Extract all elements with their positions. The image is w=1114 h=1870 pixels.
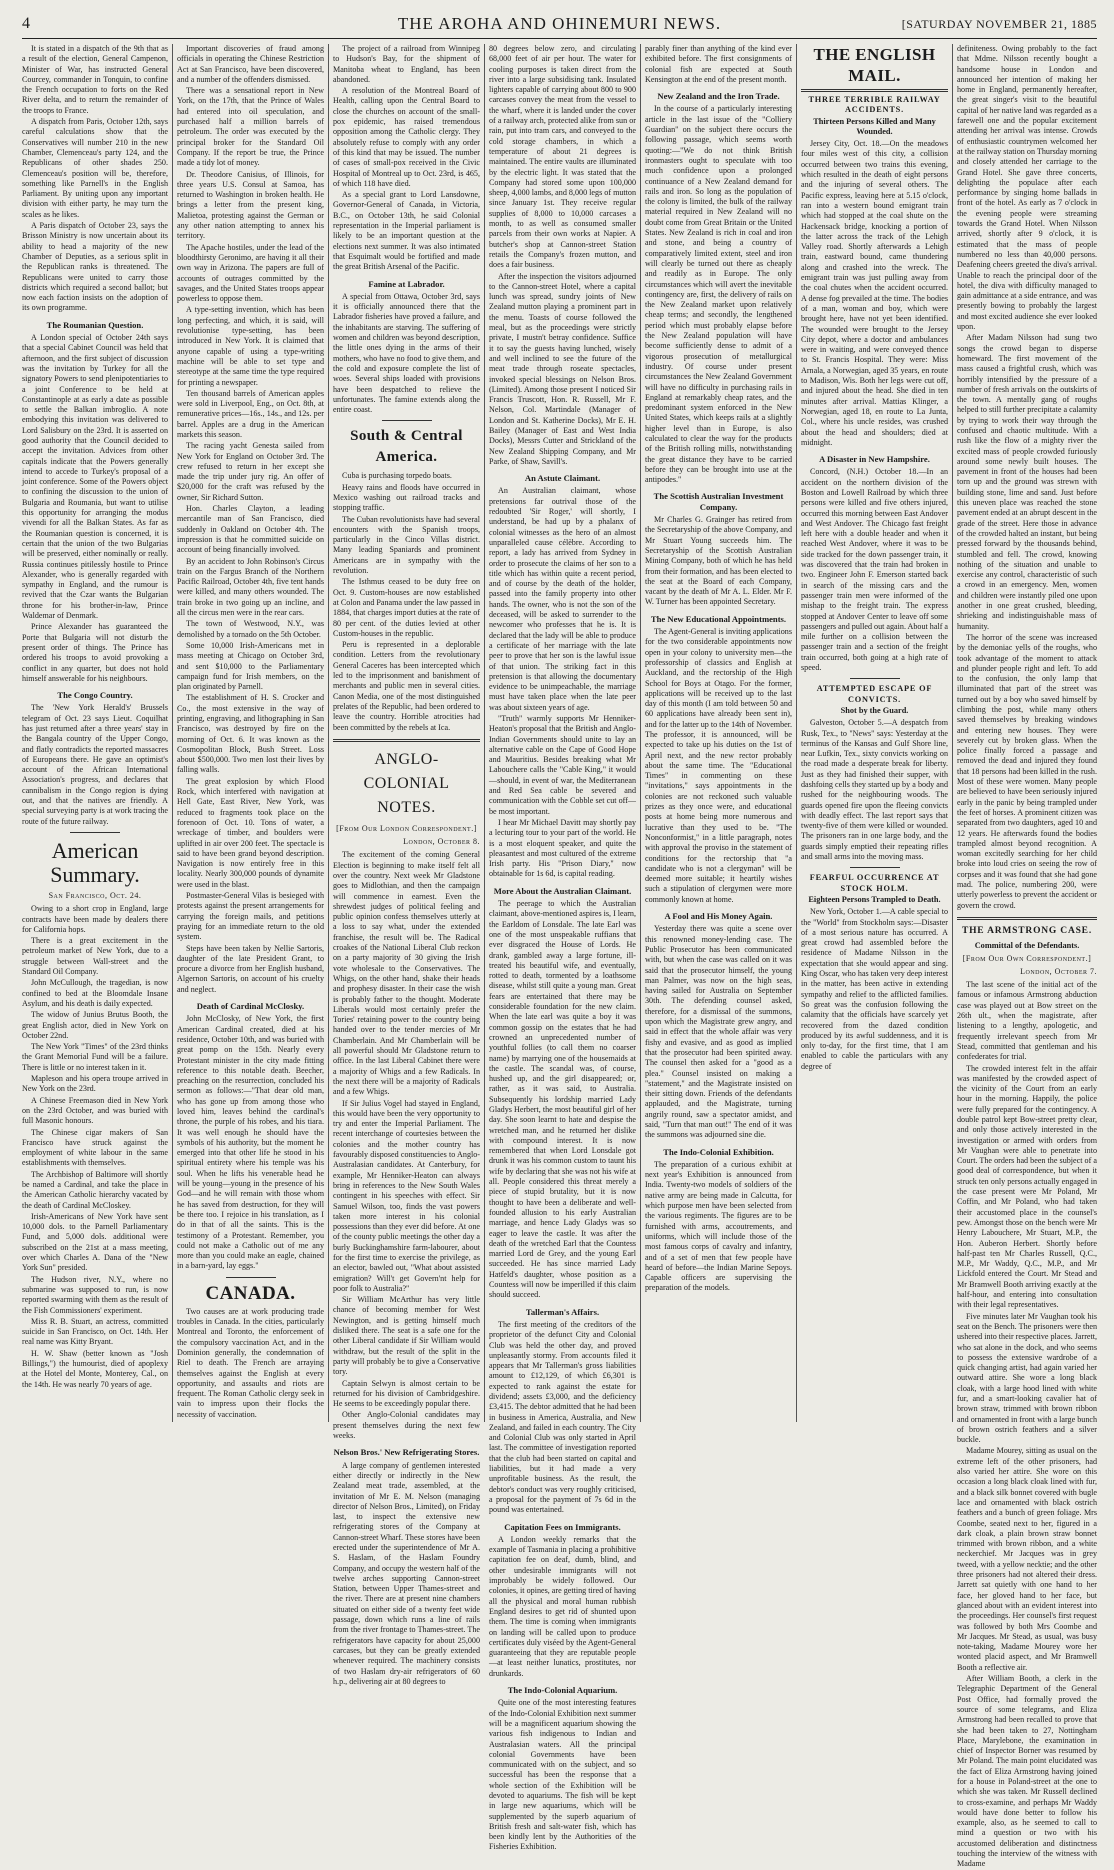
- paragraph: The preparation of a curious exhibit at next year's Exhibition is announced from India. Twenty-two models of soldiers of the native army are being made in Calcutta, for which purpose men have been selected from the various regiments. The figures are to be furnished with arms, accoutrements, and uniforms, which will include those of the most famous corps of cavalry and infantry, and of a set of men that few people have heard of before—the Indian Marine Sepoys. Capable officers are supervising the preparation of the models.: [645, 1159, 792, 1293]
- paragraph: The 'New York Herald's' Brussels telegram of Oct. 23 says Lieut. Coquilhat has just returned after a three years' stay in the Bangala country of the Upper Congo, and flatly contradicts the reported massacres of Europeans there. He gave an optimist's account of the African International Association's progress, and declares that cannibalism in the Congo region is dying out, and that the natives are friendly. A special surveying party is at work tracing the route of the future railway.: [22, 703, 168, 826]
- paragraph: Sir William McArthur has very little chance of becoming member for West Newington, and is getting himself much disliked there. The seat is a safe one for the other Liberal candidate if Sir William would withdraw, but the result of the split in the party will probably be to give a Conservative tory.: [333, 1295, 480, 1377]
- paragraph: The excitement of the coming General Election is beginning to make itself felt all over the country. Next week Mr Gladstone goes to Midlothian, and then the campaign will commence in earnest. Even the shrewdest judges of political feeling and public opinion confess themselves utterly at a loss to say what, under the extended franchise, the result will be. The Radical croakes of the National Liberal Club reckon on a party majority of 30 giving the Irish vote wholesale to the Conservatives. The Whigs, on the other hand, shake their heads and prophesy disaster. In their case the wish is probably father to the thought. Moderate Liberals would most certainly prefer the Tories' retaining power to the country being handed over to the tender mercies of Mr Chamberlain. And Mr Chamberlain will be all powerful should Mr Gladstone return to office. In the last Liberal Cabinet there were a majority of Whigs and a few Radicals. In the next there will be a majority of Radicals and a few Whigs.: [333, 850, 480, 1097]
- paragraph: Some 10,000 Irish-Americans met in mass meeting at Chicago on October 3rd, and sent $10,000 to the Parliamentary campaign fund for Irish members, on the plan originated by Parnell.: [177, 640, 324, 692]
- paragraph: The town of Westwood, N.Y., was demolished by a tornado on the 5th October.: [177, 619, 324, 639]
- subheading: Eighteen Persons Trampled to Death.: [808, 894, 941, 904]
- paragraph: I hear Mr Michael Davitt may shortly pay a lecturing tour to your part of the world. He is a most eloquent speaker, and quite the pleasantest and most cultured of the extreme Irish party. His "Prison Diary," now obtainable for 1s 6d, is capital reading.: [489, 817, 636, 879]
- paragraph: A resolution of the Montreal Board of Health, calling upon the Central Board to close the churches on account of the small-pox epidemic, has raised tremendous opposition among the Catholic clergy. They absolutely refuse to comply with any order of this kind that may be issued. The number of cases of small-pox received in the Civic Hospital of Montreal up to Oct. 23rd, is 465, of which 118 have died.: [333, 86, 480, 188]
- paragraph: Concord, (N.H.) October 18.—In an accident on the northern division of the Boston and Lowell Railroad by which three persons were killed and five others injured, occurred this morning between East Andover and West Andover. The Chicago fast freight left here with a double header and when it reached West Andover, where it was to be side tracked for the down passenger train, it was discovered that the train had broken in two. Engineer John F. Emerson started back in search of the missing cars and the passenger train men were informed of the mishap to the freight train. The express stopped at Andover Center to leave off some passengers and pulled out again. About half a mile further on a collision between the passenger train and a section of the freight train occurred, both going at a high rate of speed.: [801, 467, 948, 673]
- section-heading: THREE TERRIBLE RAILWAY ACCIDENTS.: [808, 95, 941, 115]
- divider: [801, 89, 948, 92]
- section-heading: ATTEMPTED ESCAPE OF CONVICTS.: [816, 684, 933, 704]
- paragraph: The peerage to which the Australian claimant, above-mentioned aspires is, I learn, the Earldom of Lonsdale. The late Earl was one of the most unspeakable ruffians that ever disgraced the House of Lords. He drank, gambled away a large fortune, ill-treated his beautiful wife, and eventually, rotted to death, tormented by a loathsome disease, whilst still quite a young man. Great fears are entertained that there may be considerable foundation for the new claim. When the late earl was quite a boy it was common gossip on the estates that he had crowned an unprecedented number of youthful follies (to call them no coarser name) by marrying one of the housemaids at the castle. The scandal was, of course, hushed up, and the girl disappeared; or, rather, as it was said, to Australia. Subsequently his lordship married Lady Gladys Herbert, the most beautiful girl of her day. She soon learnt to hate and despise the wretched man, and he returned her dislike with compound interest. It is now remembered that when Lord Lonsdale got drunk it was his common custom to taunt his wife by declaring that she was not his wife at all. People considered this threat merely a piece of stupid brutality, but it is now thought to have been a deliberate and well-founded allusion to his early Australian marriage, and hence Lady Gladys was so eager to leave the castle. It was after the death of the wretched Earl that the Countess married Lord de Grey, and the young Earl succeeded. He has since married Lady Hatfeld's daughter, whose position as a Countess will now be imperilled if this claim should succeed.: [489, 899, 636, 1300]
- dateline: London, October 7.: [1020, 966, 1097, 976]
- column-rule: [328, 44, 329, 1422]
- paragraph: After the inspection the visitors adjourned to the Cannon-street Hotel, where a capital lunch was spread, sundry joints of New Zealand mutton playing a prominent part in the menu. Toasts of course followed the meal, but as the proceedings were strictly private, I mustn't betray confidence. Suffice it to say the guests having lunched, wisely and well inclined to see the future of the meat trade through roseate spectacles, invoked special blessings on Nelson Bros. (Limited). Among those present I noticed Sir Francis Truscott, Hon. R. Russell, Mr F. Nelson, Col. Martindale (Manager of London and St. Katherine Docks), Mr E. H. Bailey (Manager of East and West India Docks), Messrs Cutter and Strickland of the New Zealand Shipping Company, and Mr Parke, of Shaw, Savill's.: [489, 271, 636, 466]
- paragraph: A Paris dispatch of October 23, says the Brisson Ministry is now uncertain about its ability to head a majority of the new Chamber of Deputies, as a serious split in the Republican ranks is threatened. The Republicans were united to carry those districts which required a second ballot; but now each faction insists on the adoption of its own programme.: [22, 221, 168, 313]
- paragraph: The first meeting of the creditors of the proprietor of the defunct City and Colonial Club was held the other day, and proved unpleasantly stormy. From accounts filed it appears that Mr Tallerman's gross liabilities amount to £12,129, of which £6,301 is expected to rank against the estate for dividend; assets £3,000, and the deficiency £3,415. The debtor admitted that he had been in business in America, Australia, and New Zealand, and failed in each country. The City and Colonial Club was only started in April last. The committee of investigation reported that the club had been started on capital and liabilities, but it had made a very unprofitable business. As the result, the debtor's conduct was very roughly criticised, a proposal for the payment of 7s 6d in the pound was entertained.: [489, 1319, 636, 1515]
- paragraph: After William Booth, a clerk in the Telegraphic Department of the General Post Office, had formally proved the source of some telegrams, and Eliza Armstrong had been recalled to prove that she had been taken to 27, Nottingham Place, Marylebone, the examination in chief of Inspector Borner was resumed by Mr Poland. The main point elucidated was the fact of Eliza Armstrong having joined for a house in Poland-street at the one to which she was taken. Mr Russell declined to cross-examine, and perhaps Mr Waddy would have done better to follow his example, also, as he seemed to call to mind a question or two with his accustomed deliberation and distinctness touching the interview of the witness with Madame: [957, 1674, 1097, 1869]
- paragraph: The last scene of the initial act of the famous or infamous Armstrong abduction case was played out at Bow street on the 26th ult., when the magistrate, after listening to a lengthy, apologetic, and frequently irrelevant speech from Mr Stead, committed that gentleman and his confederates for trial.: [957, 980, 1097, 1062]
- paragraph: Prince Alexander has guaranteed the Porte that Bulgaria will not disturb the present order of things. The Prince has ordered his troops to avoid provoking a conflict in any quarter, but does not hold himself answerable for his neighbours.: [22, 622, 168, 683]
- paragraph: The Cuban revolutionists have had several encounters with the Spanish troops, particularly in the Cinco Villas district. Many leading Spaniards and prominent Americans are in sympathy with the revolution.: [333, 514, 480, 576]
- paragraph: The Isthmus ceased to be duty free on Oct. 9. Custom-houses are now established at Colon and Panama under the law passed in 1884, that charges import duties at the rate of 80 per cent. of the duties levied at other Custom-houses in the republic.: [333, 577, 480, 638]
- section-heading: The New Educational Appointments.: [650, 613, 787, 624]
- column-rule: [484, 44, 485, 1422]
- paragraph: A London weekly remarks that the example of Tasmania in placing a prohibitive capitation fee on deaf, dumb, blind, and other undesirable immigrants will not improbably be widely followed. Our colonies, it opines, are getting tired of having all the physical and moral human rubbish England desires to get rid of shunted upon them. The time is coming when immigrants on landing will be called upon to produce certificates duly viséed by the Agent-General guaranteeing that they are reputable people—at least neither lunatics, prostitutes, nor drunkards.: [489, 1534, 636, 1678]
- paragraph: There was a sensational report in New York, on the 17th, that the Prince of Wales had entered into oil speculation, and purchased half a million barrels of petroleum. The order was executed by the principal broker for the Standard Oil Company. If the report be true, the Prince made a tidy lot of money.: [177, 86, 324, 168]
- column-3: [333, 44, 480, 1686]
- divider: [70, 832, 120, 833]
- divider: [957, 917, 1097, 920]
- paragraph: Heavy rains and floods have occurred in Mexico washing out railroad tracks and stopping traffic.: [333, 482, 480, 513]
- section-heading: A Disaster in New Hampshire.: [819, 454, 930, 465]
- major-heading: American Summary.: [50, 837, 140, 887]
- paragraph: "Truth" warmly supports Mr Henniker-Heaton's proposal that the British and Anglo-Indian Governments should unite to lay an alternative cable on the Cape of Good Hope and Mauritius. Besides breaking what Mr Labouchere calls the "Cable King," it would—should, in event of war, the Mediterranean and Red Sea cable be severed and communication with the Cobble set cut off—be most important.: [489, 714, 636, 816]
- column-rule: [952, 44, 953, 1422]
- paragraph: The Agent-General is inviting applications for the two considerable appointments now open in your colony to university men—the professorship of classics and English at Auckland, and the rectorship of the High School for Boys at Otago. For the former, applications will be received up to the last day of this month (I am told between 50 and 60 applications have already been sent in), and for the latter up to the 14th of November. The professor, it is announced, will be expected to take up his duties on the 1st of April next, and the new rector probably about the same time. The "Educational Times" in commenting on these "invitations," says appointments in the colonies are not reckoned such valuable prizes as they once were, and educational posts at home being more numerous and lucrative than they used to be. "The Nonconformist," in a little paragraph, notes with approval the proviso in the statement of conditions for the rectorship that "a candidate who is not a clergyman" will be deemed more suitable; it heartily wishes such a stipulation of clergymen were more commonly known at home.: [645, 627, 793, 904]
- paragraph: Cuba is purchasing torpedo boats.: [342, 471, 452, 481]
- paragraph: Dr. Theodore Canisius, of Illinois, for three years U.S. Consul at Samoa, has returned to Washington in broken health. He brings a letter from the present king, Malietoa, protesting against the German or any other nation attempting to annex his territory.: [177, 169, 324, 241]
- dateline: London, October 8.: [403, 837, 480, 847]
- major-heading: THE ARMSTRONG CASE.: [961, 925, 1092, 936]
- paragraph: By an accident to John Robinson's Circus train on the Fargus Branch of the Northern Pacific Railroad, October 4th, five tent hands were killed, and many others wounded. The train broke in two going up an incline, and all the circus men were in the rear cars.: [177, 556, 324, 618]
- section-heading: The Congo Country.: [57, 690, 133, 701]
- column-7: [957, 44, 1098, 1869]
- subheading: Shot by the Guard.: [840, 705, 909, 715]
- paragraph: The Hudson river, N.Y., where no submarine was supposed to run, is now reported swarming with them as the result of the Fish Commissioners' experiment.: [22, 1274, 168, 1315]
- paragraph: definiteness. Owing probably to the fact that Mdme. Nilsson recently bought a handsome house in London and announced her intention of making her home in England, permanently hereafter, the great singer's visit to the beautiful capital of her native land was regarded as a farewell one and the popular excitement attending her arrival was intense. Crowds of enthusiastic countrymen welcomed her at the railway station on Thursday morning and closely attended her carriage to the Grand Hotel. She gave three concerts, delighting the populace after each performance by singing home ballads in front of the hotel. As early as 7 o'clock in the evening people were streaming towards the Grand Hotel. When Nilsson arrived, shortly after 9 o'clock, it is estimated that the mass of people numbered no less than 40,000 persons. Deafening cheers greeted the diva's arrival. Unable to reach the principal door of the hotel, the diva with difficulty managed to gain admittance at a side entrance, and was presently bowing to probably the largest and most excited audience she ever looked upon.: [957, 44, 1097, 332]
- subheading: Thirteen Persons Killed and Many Wounded.: [813, 116, 936, 136]
- paragraph: Owing to a short crop in England, large contracts have been made by dealers there for California hops.: [22, 904, 168, 934]
- paragraph: The crowded interest felt in the affair was manifested by the crowded aspect of the vicinity of the Court from an early hour in the morning. Happily, the police were fully prepared for the contingency. A double patrol kept Bow-street pretty clear, and only those actively interested in the investigation or armed with orders from Mr Vaughan were able to penetrate into Court. The orders had been the subject of a good deal of correspondence, but when it struck ten only persons actually engaged in the case present were Mr Poland, Mr Coffin, and Mr Poland, who had taken their accustomed place in the counsel's pew. Amongst those on the bench were Mr Henry Labouchere, Mr Stuart, M.P., the Hon. Auberon Herbert. Shortly before half-past ten Mr Charles Russell, Q.C., M.P., Mr Waddy, Q.C., M.P., and Mr Lickfold entered the Court. Mr Stead and Mr Bramwell Booth arriving exactly at the half-hour, and entering into consultation with their legal representatives.: [957, 1063, 1097, 1310]
- correspondent-line: [From Our London Correspondent.]: [336, 823, 477, 833]
- paragraph: Mr Charles G. Grainger has retired from the Secretaryship of the above Company, and Mr Stuart Young succeeds him. The Secretaryship of the Scottish Australian Mining Company, both of which he has held from their formation, and has been elected to the seat at the Board of each Company, vacant by the death of Mr A. L. Elder. Mr F. W. Turner has been appointed Secretary.: [645, 515, 792, 607]
- page-header: [22, 12, 1097, 39]
- section-heading: An Astute Claimant.: [524, 473, 601, 484]
- divider: [333, 739, 480, 742]
- paragraph: Quite one of the most interesting features of the Indo-Colonial Exhibition next summer will be a magnificent aquarium showing the various fish indigenous to Indian and Australasian waters. All the principal colonial Governments have been communicated with on the subject, and so successful has been the response that a whole section of the Exhibition will be devoted to aquariums. The fish will be kept in large new aquariums, which will be supplemented by the superb aquarium of British fresh and salt-water fish, which has been kindly lent by the Authorities of the Fisheries Exhibition.: [489, 1698, 636, 1852]
- issue-date: [SATURDAY NOVEMBER 21, 1885: [901, 17, 1097, 31]
- paragraph: The New York "Times" of the 23rd thinks the Grant Memorial Fund will be a failure. There is little or no interest taken in it.: [22, 1042, 168, 1072]
- section-heading: New Zealand and the Iron Trade.: [657, 91, 780, 102]
- major-heading: ANGLO-COLONIAL NOTES.: [363, 750, 450, 816]
- paragraph: Postmaster-General Vilas is besieged with protests against the present arrangements for carrying the foreign mails, and petitions praying for an immediate return to the old system.: [177, 891, 324, 942]
- paragraph: A dispatch from Paris, October 12th, says careful calculations show that the Conservatives will number 210 in the new Chamber, Clemenceau's party 124, and the Republicans of other shades 250. Clemenceau's position will be, therefore, something like Parnell's in the English Parliament. By uniting upon any important division with either party, he may turn the scales as he likes.: [22, 117, 168, 219]
- section-heading: Capitation Fees on Immigrants.: [504, 1521, 621, 1532]
- column-1: [22, 44, 168, 1422]
- column-rule: [172, 44, 173, 1422]
- correspondent-line: [From Our Own Correspondent.]: [962, 953, 1092, 963]
- dateline: San Francisco, Oct. 24.: [48, 890, 142, 900]
- column-5: [645, 44, 792, 1422]
- page-number: 4: [22, 15, 30, 32]
- paragraph: After Madam Nilsson had sung two songs the crowd began to disperse homeward. The first movement of the mass caused a frightful crush, which was horribly intensified by the pressure of a number of fresh arrivals on the outskirts of the town. A mentally gang of roughs helped to still further precipitate a calamity by trying to work their way through the confused and chaotic multitude. With a rush like the flow of a mighty river the excited mass of people crowded furiously around some newly built houses. The pavement in front of the houses had been torn up and the ground was strewn with building stone, lime and sand. Just before this uneven place was reached the stone pavement ended at an abrupt descent in the grade of the street. Here those in advance of the crowded halted an instant, but being pressed forward by the thousands behind, stumbled and fell. The crowd, knowing nothing of the situation and unable to exercise any control, characteristic of such a crowd in an emergency. Men, women and children were instantly piled one upon another in one great crushed, bleeding, shrieking and indistinguishable mass of humanity.: [957, 333, 1097, 631]
- paragraph: The widow of Junius Brutus Booth, the great English actor, died in New York on October 22nd.: [22, 1010, 168, 1040]
- paragraph: Five minutes later Mr Vaughan took his seat on the Bench. The prisoners were then ushered into their respective places. Jarrett, who sat alone in the dock, and who seems to possess the extensive wardrobe of a quick changing artist, had again varied her outward attire. She wore a long black cloak, with a large hood lined with white fur, and a smart-looking cavalier hat of brown straw, trimmed with brown ribbon and ornamented in front with a large bunch of brown ostrich feathers and a silver buckle.: [957, 1311, 1098, 1445]
- paragraph: Captain Selwyn is almost certain to be returned for his division of Cambridgeshire. He seems to be exceedingly popular there.: [333, 1378, 480, 1409]
- paragraph: The establishment of H. S. Crocker and Co., the most extensive in the way of printing, engraving, and lithographing in San Francisco, was destroyed by fire on the morning of Oct. 6. It was known as the Cosmopolitan Block, Bush Street. Loss about $500,000. Two men lost their lives by falling walls.: [177, 693, 324, 775]
- section-heading: A Fool and His Money Again.: [664, 911, 773, 922]
- paragraph: Ten thousand barrels of American apples were sold in Liverpool, Eng., on Oct. 8th, at remunerative prices—16s., 14s., and 12s. per barrel. Apples are a drug in the American markets this season.: [177, 388, 324, 439]
- column-rule: [796, 44, 797, 1422]
- paragraph: Miss R. B. Stuart, an actress, committed suicide in San Francisco, on Oct. 14th. Her real name was Kitty Bryant.: [22, 1316, 168, 1347]
- section-heading: More About the Australian Claimant.: [493, 885, 632, 896]
- paragraph: John McClosky, of New York, the first American Cardinal created, died at his residence, October 10th, and was buried with great pomp on the 15th. Nearly every Protestant minister in the city made fitting reference to this notable death. Beecher, preaching on the resurrection, concluded his sermon as follows:—"That dear old man, who has gone up from among those who loved him, leaves behind the cardinal's throne, the purple of his robes, and his tiara. It was well enough he should have the symbols of his authority, but the moment he emerged into that other life he stood in his spiritual entirety where his temple was his soul. When he lifts his venerable head he will be young—young in the presence of his God—and he will remain with those whom he has saved from destruction, for they will be there too. I rejoice in his translation, as I do in that of all the saints. This is the testimony of a Protestant. Remember, you could not make a Catholic out of me any more than you could make an eagle, chained in a barn-yard, lay eggs.": [177, 1014, 324, 1271]
- paragraph: The project of a railroad from Winnipeg to Hudson's Bay, for the shipment of Manitoba wheat to England, has been abandoned.: [333, 44, 480, 84]
- paragraph: There is a great excitement in the petroleum market of New York, due to a struggle between Wall-street and the Standard Oil Company.: [22, 936, 168, 977]
- section-heading: Death of Cardinal McClosky.: [196, 1001, 305, 1012]
- paragraph: Two causes are at work producing trade troubles in Canada. In the cities, particularly Montreal and Toronto, the enforcement of the compulsory vaccination Act, and in the Dominion generally, the condemnation of Riel to death. The French are arraying themselves against the English at every opportunity, and assaults and riots are frequent. The Roman Catholic clergy seek in vain to impress upon their flocks the necessity of vaccination.: [177, 1306, 324, 1419]
- column-6: [801, 44, 948, 1422]
- paragraph: Mapleson and his opera troupe arrived in New York on the 23rd.: [22, 1074, 168, 1094]
- paragraph: In the course of a particularly interesting article in the last issue of the "Colliery Guardian" on the subject there occurs the following passage, which seems worth quoting:—"We do not think British ironmasters ought to speculate with too much confidence upon a prolonged continuance of a New Zealand demand for rails and iron. So long as the population of the colony is limited, the bulk of the railway material required in New Zealand will no doubt come from Great Britain or the United States. New Zealand is rich in coal and iron and stone, and being a country of comparatively limited extent, steel and iron will clearly be turned out there as cheaply and readily as in Europe. The only circumstances which will avert the inevitable contingency are, first, the delivery of rails on the New Zealand market upon relatively cheap terms; and secondly, the lengthened period which must probably elapse before the New Zealand population will have become sufficiently dense to admit of a vigorous prosecution of metallurgical industry. Of course under present circumstances the New Zealand Government will have no difficulty in purchasing rails in England at remarkably cheap rates, and the predominant system enforced in the New United States, which keeps rails at a slightly higher level than in Europe, is also calculated to clear the way for the products of the British rolling mills, notwithstanding the great distance they have to be carried before they can be brought into use at the antipodes.": [645, 104, 792, 485]
- paragraph: An Australian claimant, whose pretensions far outrival those of the redoubted 'Sir Roger,' will shortly, I understand, be had up by a phalanx of colonial witnesses as the hero of an almost unparalleled cause célèbre. According to report, a lady has arrived from Sydney in order to prosecute the claims of her son to a title which has within quite a recent period, and of course by the death of the holder, passed into the family property into other hands. The owner, who is not the son of the deceased, will be asked to surrender to the newcomer who professes that he is. It is declared that the lady will be able to produce a certificate of her marriage with the late peer to prove that her son is the lawful issue of that union. The striking fact in this pretension is that allowing the documentary evidence to be unimpeachable, the marriage must have taken place when the late peer was about sixteen years of age.: [489, 486, 636, 712]
- section-heading: The Indo-Colonial Exhibition.: [663, 1146, 774, 1157]
- paragraph: Irish-Americans of New York have sent 10,000 dols. to the Parnell Parliamentary Fund, and 5,000 dols. additional were subscribed on the 21st at a mass meeting, over which Charles A. Dana of the "New York Sun" presided.: [22, 1211, 168, 1273]
- paragraph: New York, October 1.—A cable special to the "World" from Stockholm says:—Disaster of a most serious nature has occurred. A great crowd had assembled before the residence of Madame Nilsson in the expectation that she would appear and sing. King Oscar, who has taken very deep interest in the matter, has been active in extending sympathy and relief to the afflicted families. So great was the confusion following the calamity that the officials have scarcely yet recovered from the dazed condition produced by its awful suddenness, and it is only to-day, for the first time, that I am enabled to cable the particulars with any degree of: [801, 907, 948, 1071]
- paragraph: The horror of the scene was increased by the demoniac yells of the roughs, who took advantage of the moment to attack and plunder people right and left. To add to the confusion, the only lamp that illuminated that part of the street was turned out by a boy who saved himself by climbing the post, while many others saved themselves by breaking windows and entering new houses. They were severely cut by broken glass. When the police finally forced a passage and removed the dead and injured they found that 18 persons had been killed in the rush. Most of these were women. Many people are believed to have been seriously injured early in the panic by being trampled under the feet of horses. A prominent citizen was separated from two daughters, aged 10 and 12 years. He afterwards found the bodies trampled almost beyond recognition. A woman excitedly searching for her child broke into loud cries on seeing the row of corpses and it was found that she had gone mad. The police, numbering 200, were utterly powerless to prevent the accident or govern the crowd.: [957, 632, 1097, 910]
- column-rule: [640, 44, 641, 1422]
- paragraph: H. W. Shaw (better known as "Josh Billings,") the humourist, died of apoplexy at the Hotel del Monte, Monterey, Cal., on the 14th. He was nearly 70 years of age.: [22, 1348, 168, 1389]
- paragraph: Madame Mourey, sitting as usual on the extreme left of the other prisoners, had also varied her attire. She wore on this occasion a long black cloak lined with fur, and a black silk bonnet covered with bugle lace and ornamented with black ostrich feathers and a bunch of green foliage. Mrs Coombe, seated next to her, figured in a dark cloak, a plain brown straw bonnet trimmed with brown ribbon, and a white neckerchief. Mr Jacques was in grey tweed, with a yellow necktie; and the other three prisoners had not altered their dress. Jarrett sat quietly with one hand to her face, her gloved hand to her face, but glanced about with an evident interest into the proceedings. Her counsel's first request was followed by both Mrs Coombe and Mr Jacques. Mr Stead, as usual, was busy note-taking, Madame Mourey wore her wonted placid aspect, and Mr Bramwell Booth a reflective air.: [957, 1446, 1097, 1672]
- divider: [850, 678, 900, 679]
- divider: [382, 420, 432, 421]
- paragraph: Galveston, October 5.—A despatch from Rusk, Tex., to "News" says: Yesterday at the terminus of the Kansas and Gulf Shore line, near Lufkin, Tex., sixty convicts working on the road made a desperate break for liberty. Just as they had finished their supper, with dashfoing cells they started up by a body and rushed for the neighbouring woods. The guards opened fire upon the fleeing convicts with deadly effect. The last report says that twenty-five of them were killed or wounded. The prisoners ran in one large body, and the guards simply emptied their repeating rifles and small arms into the moving mass.: [801, 718, 948, 862]
- section-heading: Nelson Bros.' New Refrigerating Stores.: [333, 1447, 480, 1458]
- paragraph: The Apache hostiles, under the lead of the bloodthirsty Geronimo, are having it all their own way in Arizona. The papers are full of accounts of outrages committed by the savages, and the United States troops appear powerless to oppose them.: [177, 242, 324, 304]
- masthead: THE AROHA AND OHINEMURI NEWS.: [397, 14, 722, 33]
- paragraph: John McCullough, the tragedian, is now confined to bed at the Bloomdale Insane Asylum, and his death is daily expected.: [22, 978, 168, 1008]
- subheading: Committal of the Defendants.: [974, 941, 1080, 951]
- paragraph: It is stated in a dispatch of the 9th that as a result of the election, General Campenon, Minister of War, has instructed General Courcey, commander in Tonquin, to confine the French occupation to forts on the Red River delta, and to return the remainder of the troops to France.: [22, 44, 168, 115]
- paragraph: As a special grant to Lord Lansdowne, Governor-General of Canada, in Victoria, B.C., on October 13th, he said Colonial representation in the Imperial parliament is likely to be an important question at the elections next summer. It was also intimated that Esquimalt would be fortified and made the great British Arsenal of the Pacific.: [333, 190, 480, 272]
- paragraph: parably finer than anything of the kind ever exhibited before. The first consignments of colonial fish are expected at South Kensington at the end of the present month.: [645, 44, 792, 84]
- major-heading: THE ENGLISH MAIL.: [813, 45, 936, 85]
- section-heading: The Indo-Colonial Aquarium.: [507, 1685, 618, 1696]
- paragraph: If Sir Julius Vogel had stayed in England, this would have been the very opportunity to try and enter the Imperial Parliament. The recent interchange of courtesies between the colonies and the mother country has favourably disposed constituencies to Anglo-Australasian candidates. At Canterbury, for example, Mr Henniker-Heaton can always bring in references to the New South Wales contingent in his speeches with effect. Sir Samuel Wilson, too, finds the vast powers taken more interest in his colonial possessions than they ever did before. At one of the county public meetings the other day a burly Buckinghamshire farm-labourer, about for the first time to exercise the privilege, as an elector, bawled out, "What about assisted emigration? Will't get Govern'nt help for poor folk to Australia?": [333, 1098, 480, 1293]
- section-heading: Tallerman's Affairs.: [525, 1306, 600, 1317]
- section-heading: The Roumanian Question.: [46, 319, 144, 330]
- column-4: [489, 44, 636, 1852]
- divider: [226, 1277, 276, 1278]
- paragraph: A type-setting invention, which has been long perfecting, and which, it is said, will revolutionise type-setting, has been introduced in New York. It is claimed that anyone capable of using a type-writing machine will be able to set type and stereotype at the same time the type required for printing a newspaper.: [177, 305, 324, 387]
- paragraph: Other Anglo-Colonial candidates may present themselves during the next few weeks.: [333, 1410, 480, 1441]
- column-2: [177, 44, 324, 1422]
- paragraph: A London special of October 24th says that a special Cabinet Council was held that afternoon, and the first subject of discussion was the invitation by Turkey for all the signatory Powers to send plenipotentiaries to a joint Conference to be held at Constantinople at as early a date as possible to settle the Balkan imbroglio. A note embodying this invitation was delivered to Lord Salisbury on the 23rd. It is asserted on good authority that the Council decided to accept the invitation. Advices from other capitals indicate that the Powers generally intend to accede to Turkey's proposal of a joint conference. Some of the Powers object to confining the discussion to the union of Bulgaria and Roumania, but want to utilise this opportunity for arranging the modus vivendi for all the Balkan States. As far as the Roumanian question is concerned, it is certain that the union of the two Bulgarias will be preserved, either nominally or really. Russia continues pitilessly hostile to Prince Alexander, who is generally regarded with sympathy in England, and the rumour is revived that the Czar wants the Bulgarian throne for his brother-in-law, Prince Waldemar of Denmark.: [22, 333, 168, 621]
- paragraph: Peru is represented in a deplorable condition. Letters from the revolutionary General Caceres has been intercepted which led to the imprisonment and banishment of merchants and public men in several cities. Canon Media, one of the most distinguished prelates of the Republic, had been ordered to leave the country. Horrible atrocities had been committed by the rebels at Ica.: [333, 640, 480, 732]
- divider: [850, 867, 900, 868]
- paragraph: Yesterday there was quite a scene over this renowned money-lending case. The Public Prosecutor has been communicated with, but when the case was called on it was said that the prosecutor himself, the young man Palmer, was now on the high seas, having sailed for Australia on September 30th. The defending counsel asked, therefore, for a dismissal of the summons, upon which the Magistrate grew angry, and said in effect that the whole affair was very fishy and evasive, and as good as implied that the prosecutor had been spirited away. The counsel then asked for a "good as a plea." Counsel insisted on making a "statement," and the Magistrate insisted on their sitting down. Friends of the defendants applauded, and the Magistrate, turning angrily round, saw a spectator amidst, and said, "Turn that man out!" The end of it was the summons was adjourned sine die.: [645, 924, 792, 1140]
- major-heading: South & Central America.: [350, 428, 463, 466]
- paragraph: 80 degrees below zero, and circulating 68,000 feet of air per hour. The water for cooling purposes is taken direct from the river into a large subsidising tank. Insulated lighters capable of carrying about 800 to 900 carcases convey the meat from the vessel to the wharf, where it is landed under the cover of a railway arch, protected alike from sun or rain, put into tram cars, and conveyed to the cold storage chambers, in which a temperature of about 21 degrees is maintained. The entire vaults are illuminated by the electric light. It was stated that the Company had stored some upon 100,000 sheep, 4,000 lambs, and 8,000 legs of mutton since January 1st. They receive regular supplies of 8,000 to 10,000 carcases a month, to as well as consumed smaller parcels from their own works at Napier. A butcher's shop at Cannon-street Station retails the Company's frozen mutton, and does a fair business.: [489, 44, 636, 270]
- paragraph: Hon. Charles Clayton, a leading mercantile man of San Francisco, died suddenly in Oakland on October 4th. The impression is that he committed suicide on account of being financially involved.: [177, 504, 324, 555]
- section-heading: FEARFUL OCCURRENCE AT STOCK HOLM.: [809, 873, 940, 893]
- major-heading: CANADA.: [205, 1282, 296, 1304]
- section-heading: The Scottish Australian Investment Company.: [653, 491, 784, 512]
- paragraph: The great explosion by which Flood Rock, which interfered with navigation at Hell Gate, East River, New York, was reduced to fragments took place on the forenoon of Oct. 10. Tons of water, a wreckage of timber, and boulders were uplifted in air over 200 feet. The spectacle is said to have been grand beyond description. Navigation is now entirely free in this locality. Nearly 300,000 pounds of dynamite were used in the blast.: [177, 776, 324, 889]
- paragraph: A special from Ottawa, October 3rd, says it is officially announced there that the Labrador fisheries have proved a failure, and the inhabitants are starving. The suffering of women and children was beyond description, the little ones dying in the arms of their mothers, who have no food to give them, and the cold and exposure complete the list of woes. Several ships loaded with provisions have been despatched to relieve the unfortunates. The famine extends along the entire coast.: [333, 291, 480, 415]
- paragraph: Important discoveries of fraud among officials in operating the Chinese Restriction Act at San Francisco, have been discovered, and a number of the offenders dismissed.: [177, 44, 324, 84]
- paragraph: The Archbishop of Baltimore will shortly be named a Cardinal, and take the place in the American Catholic hierarchy vacated by the death of Cardinal McCloskey.: [22, 1169, 168, 1210]
- section-heading: Famine at Labrador.: [368, 278, 445, 289]
- paragraph: Jersey City, Oct. 18.—On the meadows four miles west of this city, a collision occurred between two trains this evening, which resulted in the death of eight persons and the injuring of several others. The Pacific express, leaving here at 5.15 o'clock, ran into a western bound emigrant train which had stopped at the coal shute on the Hackensack bridge, knocking a portion of the latter across the track of the Lehigh Valley road. Shortly afterwards a Lehigh train, eastward bound, came thundering along and crashed into the wreck. The emigrant train was just pulling away from the coal chutes when the accident occurred. A dense fog prevailed at the time. The bodies of a man, woman and boy, which were brought here, have not yet been identified. The wounded were brought to the Jersey City depot, where a doctor and ambulances were in waiting, and were conveyed thence to St. Francis Hospital. They were: Miss Arnala, a Norwegian, aged 35 years, en route to Madison, Wis. Both her legs were cut off, and injured about the head. She died in ten minutes after arrival. Mattias Klinger, a Norwegian, aged 18, en route to La Junta, Col., where his uncle resides, was crushed about the head and shoulders; died at midnight.: [801, 139, 948, 447]
- paragraph: The Chinese cigar makers of San Francisco have struck against the employment of white labour in the same establishments with themselves.: [22, 1127, 168, 1168]
- paragraph: A large company of gentlemen interested either directly or indirectly in the New Zealand meat trade, assembled, at the invitation of Mr E. M. Nelson (managing director of Nelson Bros., Limited), on Friday last, to inspect the extensive new refrigerating stores of the Company at Cannon-street Wharf. These stores have been erected under the superintendence of Mr A. S. Haslam, of the Haslam Foundry Company, and occupy the western half of the twelve arches supporting Cannon-street Station, between Upper Thames-street and the river. There are at present nine chambers situated on either side of a twenty feet wide passage, down which runs a line of rails from the river frontage to Thames-street. The refrigerators have capacity for about 25,000 carcases, but they can be greatly extended whenever required. The machinery consists of two Haslam dry-air refrigerators of 60 h.p., delivering air at 80 degrees to: [333, 1460, 480, 1686]
- paragraph: Steps have been taken by Nellie Sartoris, daughter of the late President Grant, to procure a divorce from her English husband, Algernon Sartoris, on account of his cruelty and neglect.: [177, 943, 324, 994]
- paragraph: The racing yacht Genesta sailed from New York for England on October 3rd. The crew refused to return in her except she made the trip under jury rig. An offer of $20,000 for the craft was refused by the owner, Sir Richard Sutton.: [177, 441, 324, 502]
- paragraph: A Chinese Freemason died in New York on the 23rd October, and was buried with full Masonic honours.: [22, 1095, 168, 1126]
